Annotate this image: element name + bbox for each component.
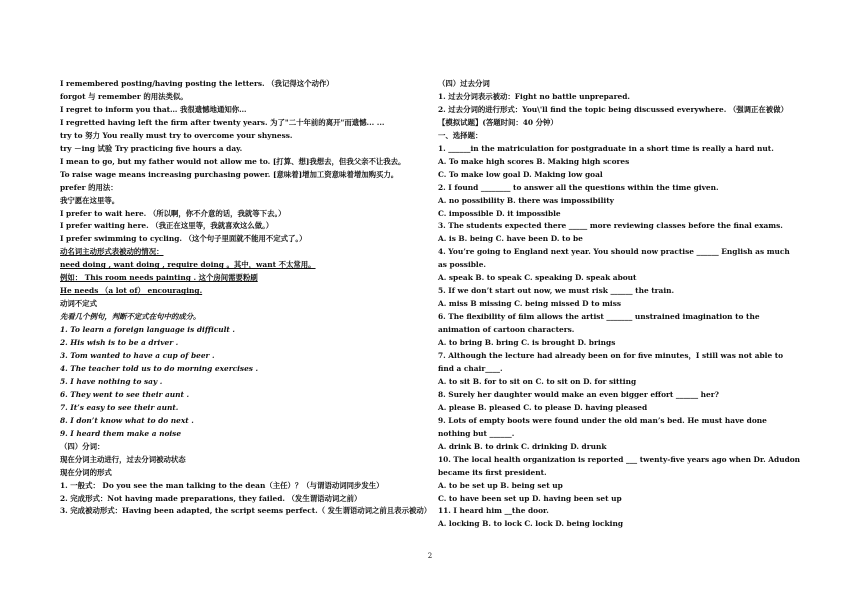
text-line: try －ing 试验 Try practicing five hours a day.	[60, 143, 243, 153]
text-line: try to 努力 You really must try to overcome your shyness.	[60, 130, 293, 140]
answer-options: A. locking B. to lock C. lock D. being locking	[438, 519, 624, 529]
question: 1. ______in the matriculation for postgraduate in a short time is really a hard nut.	[438, 143, 774, 153]
text-line: I regretted having left the firm after twenty years. 为了"二十年前的离开"而遗憾... ...	[60, 117, 385, 127]
text-line: 现在分词主动进行，过去分词被动状态	[60, 454, 186, 464]
section-heading: 动词不定式	[60, 299, 97, 309]
text-line: 1. 一般式： Do you see the man talking to the dean（主任）？（与谓语动词同步发生）	[60, 480, 384, 490]
text-line: I prefer waiting here. （我正在这里等，我就喜欢这么做。）	[60, 221, 274, 231]
text-line: I prefer to wait here. （所以啊，你不介意的话，我就等下去。）	[60, 208, 286, 218]
left-column	[60, 78, 435, 518]
answer-options: A. is B. being C. have been D. to be	[438, 234, 583, 244]
example-sentence: 7. It’s easy to see their aunt.	[60, 402, 179, 412]
text-line: I regret to inform you that… 我很遗憾地通知你…	[60, 104, 247, 114]
example-sentence: 4. The teacher told us to do morning exercises .	[60, 363, 259, 373]
answer-options: C. To make low goal D. Making low goal	[438, 169, 603, 179]
text-line: I prefer swimming to cycling. （这个句子里面就不能用不定式了。）	[60, 234, 307, 244]
underlined-example: He needs （a lot of） encouraging.	[60, 286, 203, 296]
question: 9. Lots of empty boots were found under the old man’s bed. He must have done nothing but ______.	[438, 415, 767, 438]
question: 4. You’re going to England next year. You should now practise ______ English as much as possible.	[438, 247, 790, 270]
answer-options: A. no possibility B. there was impossibility	[438, 195, 614, 205]
answer-options: C. to have been set up D. having been set up	[438, 493, 622, 503]
text-line: To raise wage means increasing purchasing power. [意味着]增加工资意味着增加购买力。	[60, 169, 399, 179]
section-heading: （四）过去分词	[438, 79, 490, 88]
answer-options: A. miss B missing C. being missed D to miss	[438, 299, 622, 309]
answer-options: A. speak B. to speak C. speaking D. speak about	[438, 273, 637, 283]
text-line: 2. 完成形式：Not having made preparations, they failed. （发生谓语动词之前）	[60, 493, 362, 503]
exam-subheading: 一、选择题：	[438, 130, 483, 140]
example-sentence: 6. They went to see their aunt .	[60, 389, 190, 399]
text-line: 现在分词的形式	[60, 467, 112, 477]
exam-heading: 【模拟试题】(答题时间：40 分钟）	[438, 117, 558, 127]
question: 5. If we don’t start out now, we must risk ______ the train.	[438, 286, 675, 296]
answer-options: A. to bring B. bring C. is brought D. brings	[438, 338, 616, 348]
example-sentence: 1. To learn a foreign language is difficult .	[60, 325, 235, 335]
question: 2. I found ________ to answer all the questions within the time given.	[438, 182, 719, 192]
text-line: prefer 的用法：	[60, 182, 118, 192]
section-heading: （四）分词：	[60, 441, 105, 451]
answer-options: A. drink B. to drink C. drinking D. drunk	[438, 441, 607, 451]
question: 3. The students expected there _____ more reviewing classes before the final exams.	[438, 221, 783, 231]
text-line: 2. 过去分词的进行形式：You\'ll find the topic being discussed everywhere. （强调正在被做）	[438, 104, 788, 114]
right-column	[438, 78, 801, 531]
answer-options: C. impossible D. it impossible	[438, 208, 561, 218]
answer-options: A. to be set up B. being set up	[438, 480, 563, 490]
question: 8. Surely her daughter would make an even bigger effort ______ her?	[438, 389, 719, 399]
answer-options: A. To make high scores B. Making high scores	[438, 156, 630, 166]
underlined-line: need doing , want doing , require doing 。其中，want 不太常用。	[60, 260, 316, 270]
answer-options: A. to sit B. for to sit on C. to sit on D. for sitting	[438, 376, 637, 386]
question: 11. I heard him __the door.	[438, 506, 549, 516]
text-line: forgot 与 remember 的用法类似。	[60, 91, 188, 101]
question: 10. The local health organization is reported ___ twenty-five years ago when Dr. Adudon became its first president.	[438, 454, 801, 477]
question: 6. The flexibility of film allows the artist _______ unstrained imagination to the animation of cartoon characters.	[438, 312, 760, 335]
example-sentence: 2. His wish is to be a driver .	[60, 338, 179, 348]
example-sentence: 9. I heard them make a noise	[60, 428, 182, 438]
example-sentence: 3. Tom wanted to have a cup of beer .	[60, 351, 215, 361]
example-sentence: 5. I have nothing to say .	[60, 376, 163, 386]
text-line: 1. 过去分词表示被动：Fight no battle unprepared.	[438, 91, 630, 101]
underlined-example: 例如： This room needs painting . 这个房间需要粉刷	[60, 273, 258, 283]
example-sentence: 8. I don’t know what to do next .	[60, 415, 194, 425]
text-line: I remembered posting/having posting the letters. （我记得这个动作）	[60, 79, 334, 88]
page-number: 2	[427, 552, 433, 560]
text-line: 我宁愿在这里等。	[60, 195, 120, 205]
answer-options: A. please B. pleased C. to please D. having pleased	[438, 402, 648, 412]
text-line: 3. 完成被动形式：Having been adapted, the script seems perfect.（ 发生谓语动词之前且表示被动）	[60, 506, 432, 516]
text-line: I mean to go, but my father would not allow me to. [打算、想]我想去，但我父亲不让我去。	[60, 156, 406, 166]
instruction-line: 先看几个例句，判断不定式在句中的成分。	[60, 312, 201, 322]
question: 7. Although the lecture had already been on for five minutes，I still was not able to find a chair____.	[438, 351, 784, 373]
underlined-heading: 动名词主动形式表被动的情况：	[60, 247, 164, 257]
